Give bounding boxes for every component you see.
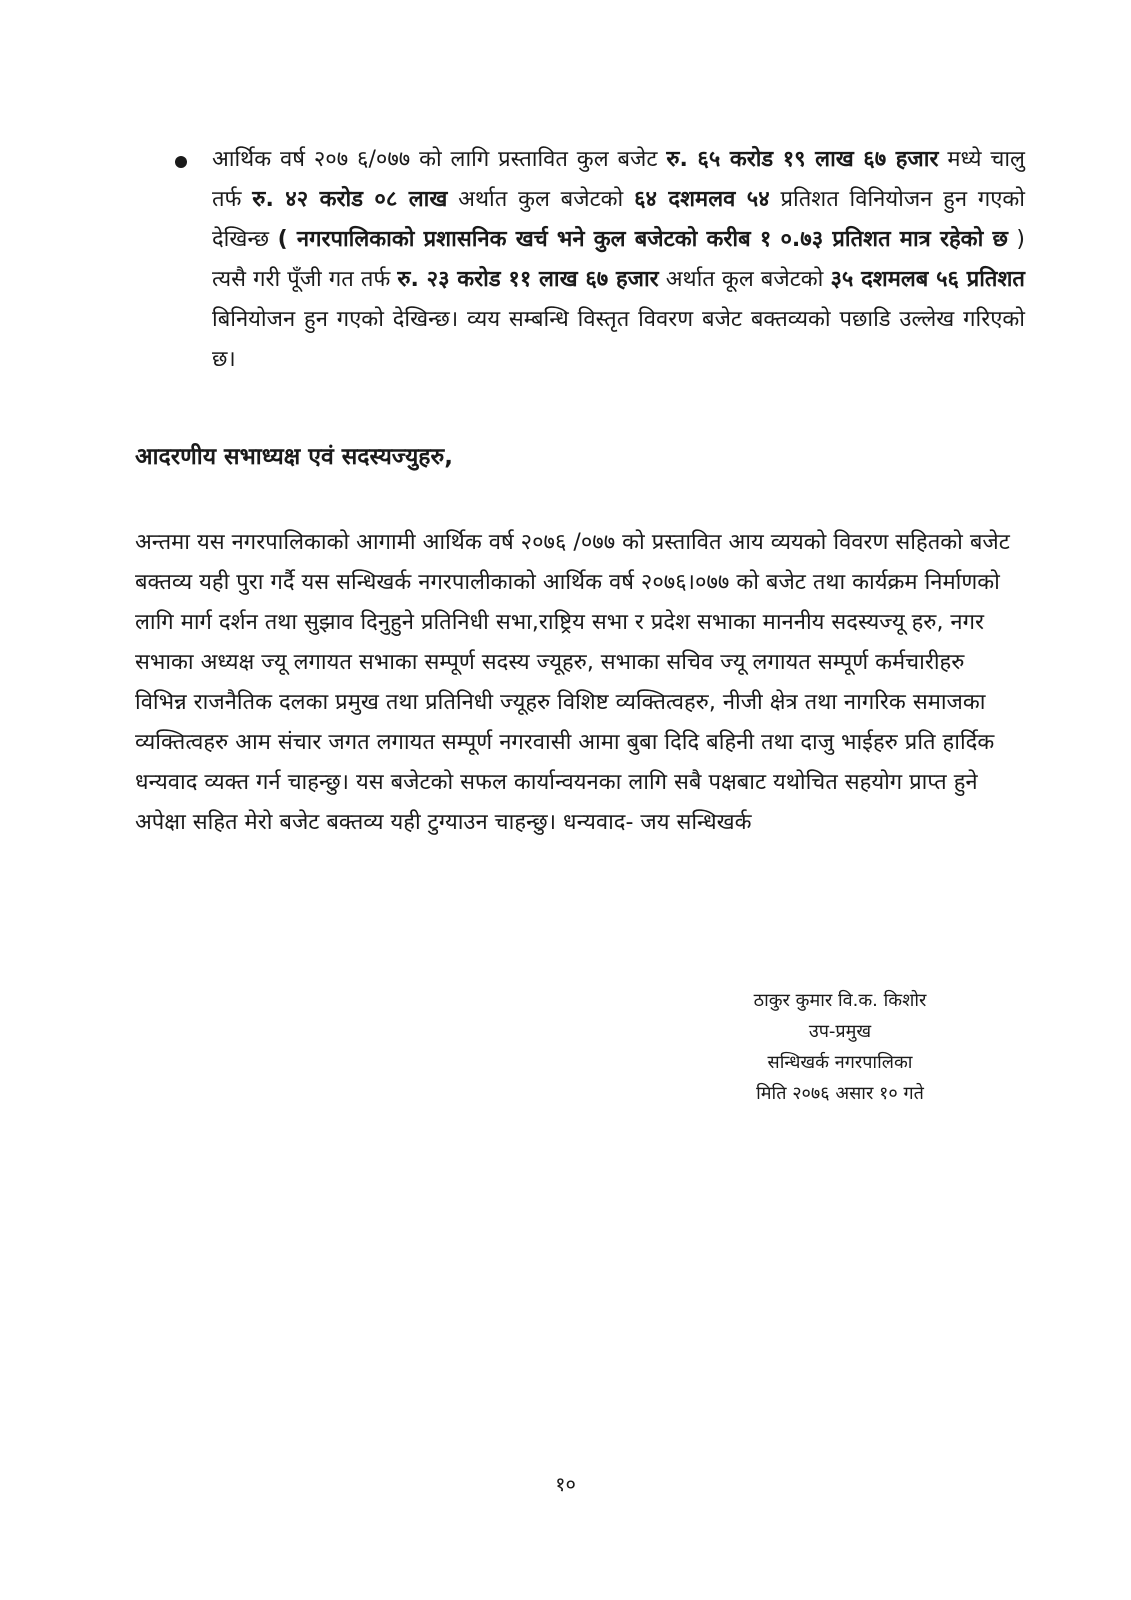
bullet-text-3: अर्थात कुल बजेटको [447,187,635,212]
closing-paragraph: अन्तमा यस नगरपालिकाको आगामी आर्थिक वर्ष २०७६ /०७७ को प्रस्तावित आय व्ययको विवरण सहितको बजेट बक्तव्य यही पुरा गर्दै यस सन्धिखर्क नगरपालीकाको आर्थिक वर्ष २०७६।०७७ को बजेट तथा कार्यक्रम निर्माणको लागि मार्ग दर्शन तथा सुझाव दिनुहुने प्रतिनिधी सभा,राष्ट्रिय सभा र प्रदेश सभाका माननीय सदस्यज्यू हरु, नगर सभाका अध्यक्ष ज्यू लगायत सभाका सम्पूर्ण सदस्य ज्यूहरु, सभाका सचिव ज्यू लगायत सम्पूर्ण कर्मचारीहरु विभिन्न राजनैतिक दलका प्रमुख तथा प्रतिनिधी ज्यूहरु विशिष्ट व्यक्तित्वहरु, नीजी क्षेत्र तथा नागरिक समाजका व्यक्तित्वहरु आम संचार जगत लगायत सम्पूर्ण नगरवासी आमा बुबा दिदि बहिनी तथा दाजु भाईहरु प्रति हार्दिक धन्यवाद व्यक्त गर्न चाहन्छु। यस बजेटको सफल कार्यान्वयनका लागि सबै पक्षबाट यथोचित सहयोग प्राप्त हुने अपेक्षा सहित मेरो बजेट बक्तव्य यही टुग्याउन चाहन्छु। धन्यवाद- जय सन्धिखर्क [135,530,1010,835]
bullet-text-2: मध्ये चालु तर्फ [212,147,1025,212]
bullet-text-4: प्रतिशत विनियोजन हुन गएको देखिन्छ [212,187,1025,252]
signatory-office: सन्धिखर्क नगरपालिका [767,1052,913,1073]
total-budget-amount: रु. ६५ करोड १९ लाख ६७ हजार [666,147,939,172]
capital-expense-amount: रु. २३ करोड ११ लाख ६७ हजार [397,267,659,292]
bullet-text-1: आर्थिक वर्ष २०७ ६/०७७ को लागि प्रस्तावित कुल बजेट [212,147,667,172]
current-expense-percent: ६४ दशमलव ५४ [634,187,770,212]
bullet-text-5: ) त्यसै गरी पूँजी गत तर्फ [212,227,1026,292]
bullet-text-6: अर्थात कूल बजेटको [658,267,831,292]
signature-date: मिति २०७६ असार १० गते [756,1083,924,1104]
budget-summary-bullet [175,140,1025,380]
administrative-expense-note: ( नगरपालिकाको प्रशासनिक खर्च भने कुल बजेटको करीब १ ०.७३ प्रतिशत मात्र रहेको छ [277,227,1008,252]
capital-expense-percent: ३५ दशमलब ५६ प्रतिशत [830,267,1025,292]
signature-block [700,985,980,1109]
bullet-point-icon [175,156,187,168]
budget-summary-text [212,140,1025,380]
current-expense-amount: रु. ४२ करोड ०८ लाख [252,187,448,212]
page-number: १० [555,1472,576,1496]
bullet-text-7: बिनियोजन हुन गएको देखिन्छ। व्यय सम्बन्धि विस्तृत विवरण बजेट बक्तव्यको पछाडि उल्लेख गरिएको छ। [212,307,1025,372]
salutation-heading: आदरणीय सभाध्यक्ष एवं सदस्यज्युहरु, [135,444,453,470]
signatory-name: ठाकुर कुमार वि.क. किशोर [753,990,927,1011]
signatory-position: उप-प्रमुख [808,1021,872,1042]
